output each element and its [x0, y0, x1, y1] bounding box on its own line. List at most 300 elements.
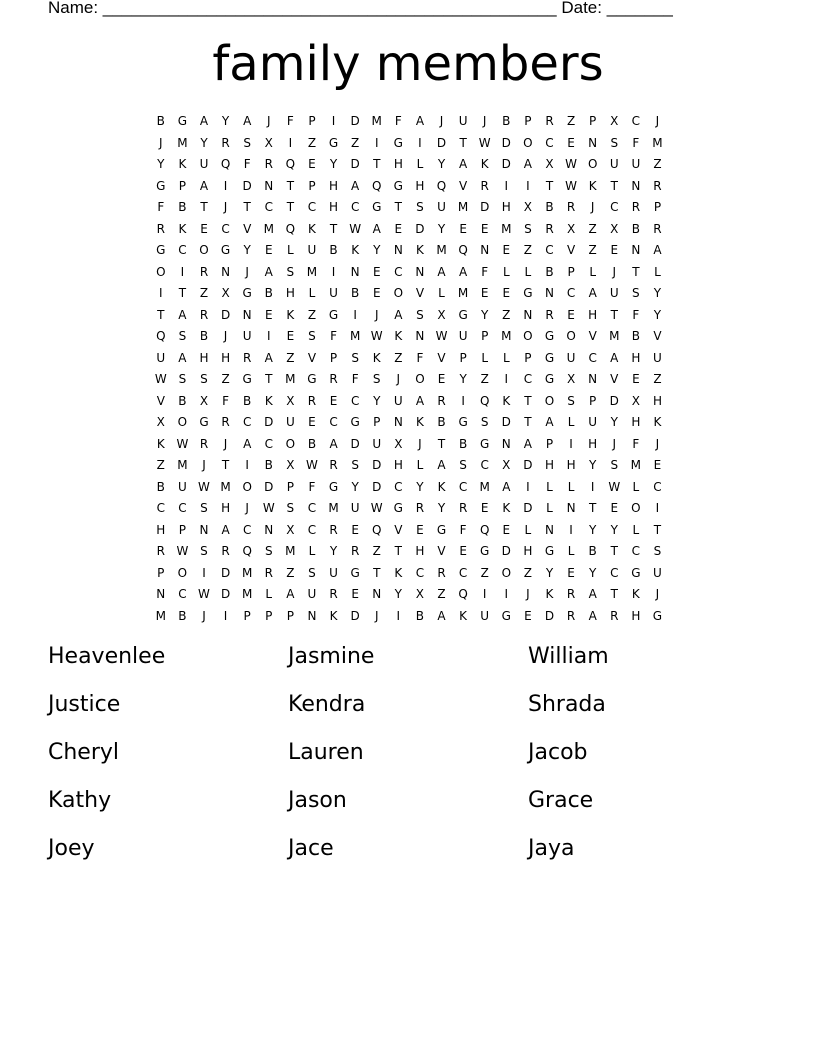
grid-letter: V	[588, 329, 597, 343]
grid-letter: E	[264, 243, 273, 257]
grid-letter: K	[437, 479, 446, 494]
grid-letter: N	[264, 178, 274, 193]
grid-letter: I	[526, 479, 530, 494]
grid-letter: J	[655, 587, 660, 601]
grid-letter: S	[372, 372, 381, 386]
grid-letter: E	[480, 221, 489, 236]
grid-letter: T	[459, 135, 467, 150]
grid-letter: K	[394, 565, 403, 580]
grid-row	[150, 154, 670, 176]
grid-letter: V	[394, 522, 403, 537]
grid-letter: R	[545, 307, 554, 322]
grid-letter: G	[544, 544, 555, 558]
grid-letter: N	[588, 372, 598, 386]
grid-letter: A	[264, 350, 273, 365]
grid-letter: C	[307, 501, 317, 515]
grid-letter: U	[285, 415, 295, 429]
grid-letter: G	[242, 286, 252, 300]
grid-letter: N	[544, 286, 554, 300]
grid-letter: Y	[437, 501, 446, 515]
word-list-item: Justice	[48, 692, 121, 717]
grid-letter: T	[178, 286, 187, 300]
grid-letter: Y	[373, 243, 381, 257]
grid-letter: P	[481, 329, 489, 343]
grid-letter: N	[501, 436, 511, 451]
grid-letter: F	[394, 114, 402, 128]
grid-letter: K	[459, 608, 468, 623]
grid-letter: W	[370, 329, 383, 343]
grid-letter: I	[569, 522, 573, 537]
grid-letter: L	[416, 157, 424, 171]
grid-letter: X	[286, 393, 295, 408]
grid-letter: X	[221, 286, 230, 300]
grid-row	[150, 262, 670, 284]
grid-letter: F	[481, 264, 489, 279]
grid-letter: G	[350, 565, 360, 580]
grid-letter: Z	[437, 587, 446, 601]
grid-letter: G	[480, 544, 490, 558]
grid-letter: J	[396, 372, 401, 386]
grid-letter: S	[200, 544, 208, 558]
grid-letter: D	[264, 479, 274, 494]
grid-letter: T	[394, 200, 402, 214]
grid-letter: J	[245, 264, 249, 279]
word-list-item: Joey	[48, 836, 95, 861]
grid-letter: R	[480, 178, 489, 193]
grid-letter: E	[351, 587, 359, 601]
grid-row	[150, 477, 670, 499]
grid-letter: Q	[242, 544, 252, 558]
grid-letter: I	[223, 608, 228, 623]
grid-letter: L	[567, 544, 575, 558]
grid-letter: N	[393, 415, 403, 429]
grid-letter: B	[156, 479, 165, 494]
grid-letter: U	[458, 114, 468, 128]
grid-letter: S	[416, 200, 424, 214]
grid-letter: Q	[436, 178, 447, 193]
grid-letter: U	[566, 350, 576, 365]
grid-letter: H	[588, 307, 598, 322]
grid-letter: B	[415, 608, 425, 623]
grid-letter: T	[632, 264, 640, 279]
grid-letter: D	[523, 501, 533, 515]
grid-letter: F	[632, 135, 640, 150]
grid-letter: C	[221, 221, 230, 236]
grid-letter: N	[588, 135, 598, 150]
grid-letter: D	[220, 307, 231, 322]
grid-letter: T	[610, 307, 618, 322]
grid-letter: I	[569, 436, 573, 451]
grid-letter: E	[308, 157, 316, 171]
grid-letter: B	[156, 114, 165, 128]
grid-letter: T	[243, 200, 251, 214]
grid-letter: O	[415, 372, 425, 386]
grid-letter: C	[307, 200, 317, 214]
grid-letter: C	[545, 243, 554, 257]
grid-letter: E	[502, 286, 511, 300]
grid-letter: W	[478, 135, 491, 150]
grid-letter: C	[610, 200, 619, 214]
grid-letter: N	[631, 178, 641, 193]
grid-row	[150, 412, 670, 434]
grid-letter: R	[221, 544, 230, 558]
grid-row	[150, 240, 670, 262]
grid-letter: B	[351, 286, 360, 300]
grid-letter: K	[178, 157, 187, 171]
grid-letter: U	[199, 157, 209, 171]
grid-letter: U	[609, 286, 619, 300]
grid-letter: I	[223, 178, 228, 193]
grid-letter: R	[221, 415, 230, 429]
grid-letter: M	[177, 135, 188, 150]
word-list-item: Heavenlee	[48, 644, 166, 669]
grid-letter: R	[566, 587, 576, 601]
grid-letter: Q	[285, 221, 296, 236]
grid-letter: B	[502, 114, 511, 128]
grid-letter: R	[243, 350, 252, 365]
grid-letter: R	[156, 544, 165, 558]
grid-letter: O	[587, 157, 598, 171]
grid-letter: R	[653, 178, 662, 193]
grid-letter: R	[199, 307, 209, 322]
grid-letter: L	[546, 501, 553, 515]
grid-letter: Y	[221, 114, 230, 128]
grid-letter: R	[610, 608, 619, 623]
grid-letter: D	[609, 393, 619, 408]
grid-letter: U	[480, 608, 490, 623]
grid-letter: Z	[523, 565, 532, 580]
grid-letter: D	[501, 157, 511, 171]
grid-letter: M	[177, 458, 188, 472]
grid-letter: A	[199, 178, 209, 193]
grid-letter: I	[180, 264, 185, 279]
grid-letter: N	[350, 264, 360, 279]
grid-letter: G	[156, 243, 166, 257]
grid-letter: W	[349, 221, 362, 236]
grid-letter: V	[653, 329, 662, 343]
grid-row	[150, 520, 670, 542]
grid-letter: U	[588, 415, 598, 429]
grid-letter: E	[567, 307, 575, 322]
grid-letter: C	[631, 114, 641, 128]
grid-letter: Q	[372, 522, 382, 537]
grid-letter: C	[458, 479, 468, 494]
grid-letter: F	[632, 436, 640, 451]
grid-letter: P	[286, 608, 294, 623]
grid-letter: A	[459, 157, 468, 171]
grid-letter: Y	[157, 157, 165, 171]
grid-row	[150, 541, 670, 563]
grid-letter: M	[501, 329, 512, 343]
grid-letter: S	[610, 458, 619, 472]
grid-letter: A	[372, 221, 381, 236]
grid-letter: C	[178, 501, 187, 515]
grid-letter: Y	[545, 565, 554, 580]
grid-letter: A	[588, 608, 597, 623]
grid-letter: A	[653, 243, 662, 257]
grid-letter: T	[373, 157, 381, 171]
grid-letter: T	[610, 587, 618, 601]
grid-letter: D	[242, 178, 252, 193]
grid-letter: H	[544, 458, 554, 472]
grid-letter: W	[176, 436, 189, 451]
grid-letter: C	[264, 436, 273, 451]
grid-letter: S	[243, 135, 251, 150]
grid-letter: C	[178, 587, 187, 601]
grid-letter: D	[523, 458, 533, 472]
grid-letter: T	[610, 178, 618, 193]
grid-letter: S	[416, 307, 424, 322]
grid-letter: I	[590, 479, 595, 494]
grid-letter: H	[156, 522, 166, 537]
word-list-item: Jace	[288, 836, 334, 861]
grid-letter: J	[374, 608, 379, 623]
grid-letter: B	[199, 329, 209, 343]
grid-letter: H	[221, 350, 231, 365]
grid-letter: M	[349, 329, 361, 343]
grid-letter: Z	[588, 243, 597, 257]
grid-letter: J	[526, 587, 530, 601]
grid-row	[150, 348, 670, 370]
grid-letter: O	[242, 479, 252, 494]
grid-letter: D	[372, 458, 382, 472]
grid-letter: N	[415, 264, 425, 279]
grid-letter: Q	[458, 243, 468, 257]
grid-letter: X	[545, 157, 554, 171]
grid-letter: C	[242, 522, 252, 537]
grid-letter: S	[308, 329, 316, 343]
grid-letter: G	[372, 200, 382, 214]
grid-letter: O	[393, 286, 404, 300]
grid-letter: R	[264, 157, 273, 171]
grid-letter: U	[156, 350, 166, 365]
grid-letter: Z	[156, 458, 165, 472]
grid-letter: M	[220, 479, 231, 494]
grid-letter: A	[415, 114, 425, 128]
grid-letter: C	[178, 243, 187, 257]
grid-letter: N	[631, 243, 641, 257]
grid-letter: P	[524, 114, 532, 128]
grid-letter: W	[176, 544, 189, 558]
grid-letter: J	[612, 436, 617, 451]
grid-letter: K	[178, 221, 187, 236]
grid-letter: P	[373, 415, 381, 429]
grid-letter: U	[307, 243, 317, 257]
grid-letter: T	[373, 565, 381, 580]
grid-letter: A	[394, 307, 403, 322]
grid-letter: D	[501, 544, 511, 558]
grid-letter: R	[437, 565, 446, 580]
grid-letter: L	[546, 479, 553, 494]
grid-letter: U	[437, 200, 446, 214]
grid-letter: X	[437, 307, 446, 322]
grid-letter: R	[545, 221, 554, 236]
grid-letter: Y	[653, 307, 662, 322]
grid-letter: W	[565, 157, 578, 171]
grid-letter: M	[285, 544, 296, 558]
grid-letter: T	[653, 522, 662, 537]
grid-letter: G	[501, 608, 511, 623]
grid-letter: P	[653, 200, 662, 214]
grid-letter: Z	[307, 135, 317, 150]
grid-letter: X	[631, 393, 640, 408]
grid-letter: R	[566, 200, 576, 214]
grid-letter: A	[437, 458, 446, 472]
grid-letter: C	[350, 200, 360, 214]
grid-letter: L	[287, 243, 294, 257]
grid-letter: C	[458, 565, 468, 580]
grid-letter: P	[545, 436, 554, 451]
grid-letter: E	[351, 522, 359, 537]
grid-letter: B	[178, 608, 187, 623]
grid-letter: Z	[653, 372, 662, 386]
grid-letter: D	[415, 221, 425, 236]
grid-letter: F	[286, 114, 294, 128]
grid-letter: R	[458, 501, 468, 515]
grid-letter: Y	[329, 544, 338, 558]
grid-letter: I	[266, 329, 271, 343]
grid-letter: I	[202, 565, 206, 580]
grid-letter: J	[223, 200, 228, 214]
grid-letter: J	[245, 501, 249, 515]
grid-letter: A	[264, 264, 273, 279]
grid-letter: B	[329, 243, 338, 257]
grid-letter: Y	[394, 587, 402, 601]
grid-letter: H	[523, 544, 533, 558]
grid-letter: T	[394, 544, 402, 558]
word-list-item: Jasmine	[288, 644, 375, 669]
grid-letter: Y	[437, 157, 446, 171]
grid-row	[150, 219, 670, 241]
grid-letter: J	[202, 608, 206, 623]
grid-letter: R	[156, 221, 165, 236]
grid-letter: X	[566, 372, 576, 386]
grid-letter: Z	[480, 372, 489, 386]
grid-letter: B	[545, 264, 554, 279]
grid-letter: C	[329, 415, 338, 429]
grid-letter: O	[156, 264, 166, 279]
grid-letter: X	[523, 200, 532, 214]
grid-letter: J	[612, 264, 617, 279]
grid-letter: H	[329, 178, 339, 193]
grid-letter: A	[178, 307, 187, 322]
grid-letter: Y	[481, 307, 489, 322]
grid-letter: Z	[286, 350, 295, 365]
grid-row	[150, 369, 670, 391]
grid-letter: N	[544, 522, 554, 537]
grid-letter: Y	[610, 415, 618, 429]
grid-letter: I	[418, 135, 422, 150]
grid-letter: J	[223, 329, 228, 343]
grid-letter: R	[329, 522, 338, 537]
grid-letter: K	[502, 501, 511, 515]
grid-letter: H	[415, 178, 425, 193]
grid-letter: A	[545, 415, 554, 429]
grid-letter: I	[504, 178, 509, 193]
grid-letter: Y	[243, 243, 251, 257]
word-list-item: Lauren	[288, 740, 364, 765]
grid-letter: T	[524, 415, 532, 429]
grid-letter: P	[157, 565, 165, 580]
grid-letter: X	[610, 114, 619, 128]
grid-letter: X	[264, 135, 273, 150]
grid-letter: L	[654, 264, 661, 279]
grid-letter: A	[243, 436, 252, 451]
grid-letter: X	[415, 587, 425, 601]
grid-letter: G	[458, 307, 468, 322]
grid-letter: L	[524, 522, 532, 537]
letter-grid	[150, 111, 670, 627]
grid-letter: A	[178, 350, 187, 365]
grid-letter: A	[221, 522, 230, 537]
grid-letter: M	[155, 608, 166, 623]
grid-letter: M	[241, 587, 253, 601]
grid-letter: E	[502, 243, 511, 257]
grid-row	[150, 305, 670, 327]
grid-letter: Y	[373, 393, 381, 408]
grid-letter: T	[329, 221, 338, 236]
grid-letter: T	[200, 200, 208, 214]
grid-letter: R	[415, 501, 425, 515]
page-title: family members	[212, 36, 604, 92]
grid-letter: L	[589, 264, 597, 279]
grid-letter: U	[242, 329, 252, 343]
grid-letter: S	[351, 350, 359, 365]
grid-letter: G	[393, 178, 403, 193]
grid-letter: E	[502, 522, 511, 537]
grid-letter: M	[630, 458, 642, 472]
grid-letter: N	[393, 243, 403, 257]
grid-row	[150, 197, 670, 219]
grid-letter: F	[632, 307, 640, 322]
grid-letter: Z	[566, 114, 576, 128]
grid-letter: R	[545, 114, 554, 128]
grid-letter: S	[632, 286, 640, 300]
grid-letter: I	[526, 178, 530, 193]
grid-letter: B	[631, 329, 640, 343]
word-list-item: Cheryl	[48, 740, 120, 765]
grid-letter: D	[501, 415, 511, 429]
grid-letter: F	[416, 350, 424, 365]
grid-letter: P	[308, 114, 316, 128]
grid-letter: N	[415, 329, 425, 343]
grid-letter: E	[264, 307, 273, 322]
grid-letter: R	[566, 608, 576, 623]
grid-letter: A	[523, 157, 532, 171]
grid-letter: B	[631, 221, 640, 236]
grid-letter: C	[566, 286, 576, 300]
grid-letter: T	[286, 178, 295, 193]
grid-letter: G	[631, 565, 641, 580]
grid-letter: O	[631, 501, 641, 515]
grid-letter: H	[285, 286, 295, 300]
grid-letter: A	[523, 436, 532, 451]
grid-letter: K	[329, 608, 338, 623]
grid-letter: S	[178, 329, 187, 343]
word-list-item: Kendra	[288, 692, 366, 717]
grid-letter: W	[435, 329, 448, 343]
grid-letter: O	[523, 135, 533, 150]
grid-letter: F	[330, 329, 337, 343]
grid-letter: O	[566, 329, 576, 343]
grid-letter: J	[655, 436, 660, 451]
grid-letter: L	[632, 522, 640, 537]
grid-letter: U	[350, 501, 360, 515]
grid-letter: Z	[394, 350, 403, 365]
grid-row	[150, 434, 670, 456]
grid-letter: Q	[285, 157, 296, 171]
grid-letter: G	[350, 415, 360, 429]
